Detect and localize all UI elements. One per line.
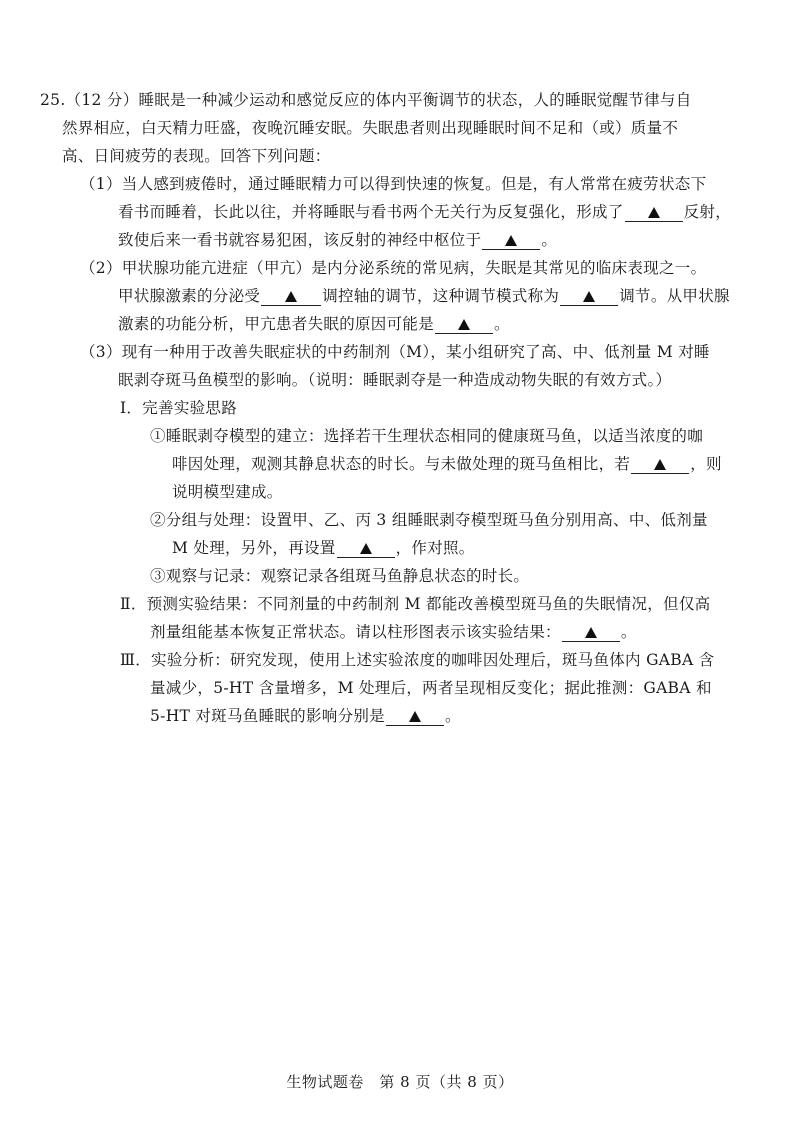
question-line: 高、日间疲劳的表现。回答下列问题： bbox=[62, 147, 331, 165]
text-segment: 激素的功能分析，甲亢患者失眠的原因可能是 bbox=[118, 315, 435, 333]
answer-blank bbox=[435, 315, 493, 334]
question-line bbox=[172, 454, 722, 474]
question-line bbox=[172, 538, 475, 558]
text-segment: 反射， bbox=[683, 203, 732, 221]
text-segment: 啡因处理，观测其静息状态的时长。与未做处理的斑马鱼相比，若 bbox=[172, 455, 631, 473]
triangle-icon bbox=[648, 207, 660, 218]
text-segment: ，作对照。 bbox=[395, 539, 475, 557]
question-line: （1）当人感到疲倦时，通过睡眠精力可以得到快速的恢复。但是，有人常常在疲劳状态下 bbox=[80, 175, 707, 193]
triangle-icon bbox=[654, 459, 666, 470]
answer-blank bbox=[337, 539, 395, 558]
text-segment: ，则 bbox=[690, 455, 722, 473]
question-line: （3）现有一种用于改善失眠症状的中药制剂（M），某小组研究了高、中、低剂量 M 对睡 bbox=[80, 343, 710, 361]
question-line: ②分组与处理：设置甲、乙、丙 3 组睡眠剥夺模型斑马鱼分别用高、中、低剂量 bbox=[150, 511, 708, 529]
answer-blank bbox=[482, 231, 540, 250]
question-line: Ⅲ．实验分析：研究发现，使用上述实验浓度的咖啡因处理后，斑马鱼体内 GABA 含 bbox=[120, 651, 715, 669]
text-segment: 。 bbox=[494, 315, 510, 333]
triangle-icon bbox=[458, 319, 470, 330]
page-footer: 生物试题卷 第 8 页（共 8 页） bbox=[286, 1073, 514, 1091]
text-segment: 调节。从甲状腺 bbox=[619, 287, 730, 305]
text-segment: M 处理，另外，再设置 bbox=[172, 539, 336, 557]
text-segment: 。 bbox=[444, 707, 461, 725]
answer-blank bbox=[560, 287, 618, 306]
triangle-icon bbox=[409, 711, 421, 722]
section-heading: Ⅰ．完善实验思路 bbox=[120, 399, 238, 417]
question-line: 眠剥夺斑马鱼模型的影响。（说明：睡眠剥夺是一种造成动物失眠的有效方式。） bbox=[118, 371, 672, 389]
text-segment: 甲状腺激素的分泌受 bbox=[118, 287, 261, 305]
question-line: 25.（12 分）睡眠是一种减少运动和感觉反应的体内平衡调节的状态，人的睡眠觉醒节律与自 bbox=[40, 91, 692, 109]
text-segment: 。 bbox=[620, 623, 637, 641]
question-line: 量减少，5-HT 含量增多，M 处理后，两者呈现相反变化；据此推测：GABA 和 bbox=[150, 679, 712, 697]
text-segment: 剂量组能基本恢复正常状态。请以柱形图表示该实验结果： bbox=[150, 623, 561, 641]
text-segment: 。 bbox=[541, 231, 558, 249]
question-line: （2）甲状腺功能亢进症（甲亢）是内分泌系统的常见病，失眠是其常见的临床表现之一。 bbox=[80, 259, 707, 277]
question-line bbox=[118, 230, 557, 250]
answer-blank bbox=[562, 623, 620, 642]
answer-blank bbox=[625, 203, 683, 222]
question-line: ①睡眠剥夺模型的建立：选择若干生理状态相同的健康斑马鱼，以适当浓度的咖 bbox=[150, 427, 704, 445]
question-line bbox=[150, 706, 461, 726]
text-segment: 看书而睡着，长此以往，并将睡眠与看书两个无关行为反复强化，形成了 bbox=[118, 203, 624, 221]
answer-blank bbox=[386, 707, 444, 726]
question-line bbox=[118, 314, 510, 334]
question-line bbox=[150, 622, 637, 642]
question-line: 然界相应，白天精力旺盛，夜晚沉睡安眠。失眠患者则出现睡眠时间不足和（或）质量不 bbox=[62, 119, 679, 137]
question-line: 说明模型建成。 bbox=[172, 483, 283, 501]
triangle-icon bbox=[285, 291, 297, 302]
question-line: ③观察与记录：观察记录各组斑马鱼静息状态的时长。 bbox=[150, 567, 530, 585]
text-segment: 致使后来一看书就容易犯困，该反射的神经中枢位于 bbox=[118, 231, 482, 249]
text-segment: 5-HT 对斑马鱼睡眠的影响分别是 bbox=[150, 707, 385, 725]
question-line bbox=[118, 286, 730, 306]
triangle-icon bbox=[585, 627, 597, 638]
question-line: Ⅱ．预测实验结果：不同剂量的中药制剂 M 都能改善模型斑马鱼的失眠情况，但仅高 bbox=[120, 595, 711, 613]
answer-blank bbox=[261, 287, 321, 306]
triangle-icon bbox=[583, 291, 595, 302]
triangle-icon bbox=[505, 235, 517, 246]
question-line bbox=[118, 202, 731, 222]
text-segment: 调控轴的调节，这种调节模式称为 bbox=[322, 287, 560, 305]
triangle-icon bbox=[360, 543, 372, 554]
answer-blank bbox=[631, 455, 689, 474]
